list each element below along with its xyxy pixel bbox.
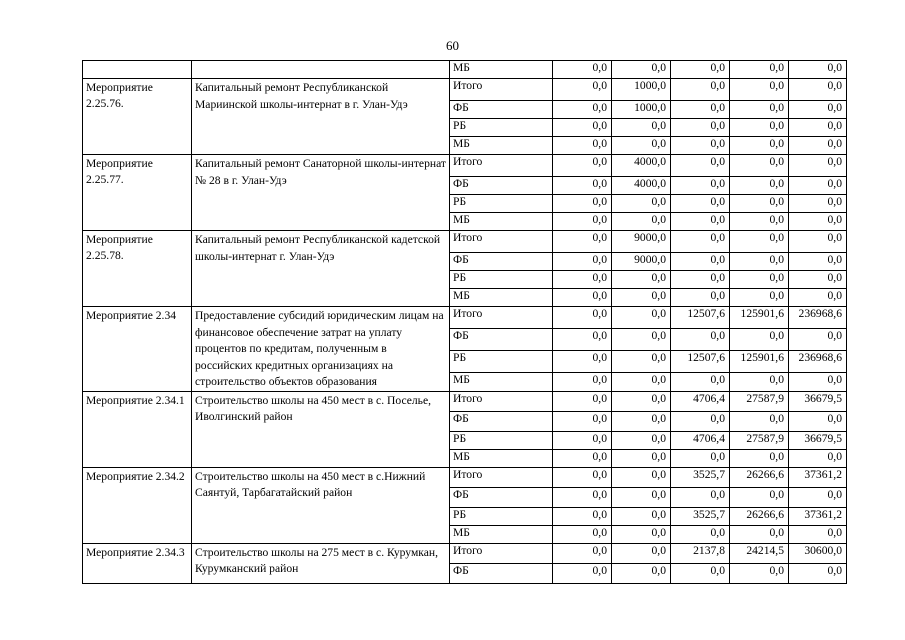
event-name-cell: [192, 61, 450, 79]
value-cell: 26266,6: [730, 467, 789, 487]
event-name-cell: Капитальный ремонт Республиканской Мариинской школы-интернат в г. Улан-Удэ: [192, 79, 450, 155]
value-cell: 236968,6: [789, 307, 847, 329]
event-id-cell: Мероприятие 2.34.2: [83, 467, 192, 543]
value-cell: 236968,6: [789, 351, 847, 373]
budget-table: [82, 60, 847, 584]
value-cell: 0,0: [789, 411, 847, 431]
value-cell: 0,0: [553, 61, 612, 79]
table-row: [83, 391, 847, 411]
source-cell: МБ: [450, 213, 553, 231]
value-cell: 0,0: [730, 195, 789, 213]
source-cell: МБ: [450, 289, 553, 307]
value-cell: 0,0: [789, 119, 847, 137]
value-cell: 0,0: [553, 525, 612, 543]
value-cell: 0,0: [730, 177, 789, 195]
table-row: [83, 79, 847, 101]
value-cell: 0,0: [553, 101, 612, 119]
value-cell: 37361,2: [789, 467, 847, 487]
value-cell: 0,0: [612, 391, 671, 411]
value-cell: 9000,0: [612, 253, 671, 271]
value-cell: 0,0: [789, 195, 847, 213]
value-cell: 0,0: [789, 213, 847, 231]
value-cell: 0,0: [730, 119, 789, 137]
source-cell: МБ: [450, 449, 553, 467]
source-cell: Итого: [450, 307, 553, 329]
table-row: [83, 61, 847, 79]
value-cell: 0,0: [789, 253, 847, 271]
value-cell: 0,0: [671, 449, 730, 467]
value-cell: 0,0: [789, 101, 847, 119]
value-cell: 0,0: [789, 231, 847, 253]
value-cell: 0,0: [671, 231, 730, 253]
value-cell: 0,0: [789, 373, 847, 391]
value-cell: 0,0: [612, 351, 671, 373]
value-cell: 0,0: [671, 119, 730, 137]
value-cell: 0,0: [730, 373, 789, 391]
value-cell: 0,0: [612, 137, 671, 155]
value-cell: 0,0: [730, 231, 789, 253]
value-cell: 0,0: [730, 563, 789, 583]
value-cell: 0,0: [612, 271, 671, 289]
value-cell: 0,0: [553, 213, 612, 231]
value-cell: 0,0: [553, 307, 612, 329]
value-cell: 27587,9: [730, 431, 789, 449]
source-cell: ФБ: [450, 563, 553, 583]
value-cell: 0,0: [789, 271, 847, 289]
value-cell: 0,0: [553, 351, 612, 373]
value-cell: 9000,0: [612, 231, 671, 253]
value-cell: 0,0: [612, 213, 671, 231]
value-cell: 125901,6: [730, 307, 789, 329]
source-cell: ФБ: [450, 329, 553, 351]
value-cell: 0,0: [612, 431, 671, 449]
source-cell: ФБ: [450, 487, 553, 507]
source-cell: РБ: [450, 507, 553, 525]
value-cell: 0,0: [730, 271, 789, 289]
value-cell: 0,0: [612, 543, 671, 563]
table-row: [83, 155, 847, 177]
value-cell: 0,0: [671, 61, 730, 79]
value-cell: 0,0: [612, 289, 671, 307]
value-cell: 0,0: [789, 329, 847, 351]
value-cell: 0,0: [553, 507, 612, 525]
value-cell: 0,0: [671, 155, 730, 177]
source-cell: Итого: [450, 155, 553, 177]
value-cell: 0,0: [730, 487, 789, 507]
value-cell: 0,0: [789, 61, 847, 79]
value-cell: 0,0: [612, 373, 671, 391]
value-cell: 0,0: [553, 431, 612, 449]
value-cell: 36679,5: [789, 431, 847, 449]
value-cell: 0,0: [671, 525, 730, 543]
event-id-cell: Мероприятие 2.25.77.: [83, 155, 192, 231]
value-cell: 0,0: [789, 449, 847, 467]
value-cell: 0,0: [612, 467, 671, 487]
page-number: 60: [446, 38, 459, 53]
value-cell: 0,0: [789, 155, 847, 177]
value-cell: 0,0: [612, 119, 671, 137]
value-cell: 36679,5: [789, 391, 847, 411]
value-cell: 2137,8: [671, 543, 730, 563]
value-cell: 0,0: [671, 195, 730, 213]
value-cell: 0,0: [553, 289, 612, 307]
value-cell: 0,0: [612, 563, 671, 583]
value-cell: 0,0: [730, 137, 789, 155]
value-cell: 0,0: [553, 155, 612, 177]
value-cell: 3525,7: [671, 507, 730, 525]
source-cell: Итого: [450, 543, 553, 563]
source-cell: Итого: [450, 79, 553, 101]
value-cell: 0,0: [730, 253, 789, 271]
value-cell: 125901,6: [730, 351, 789, 373]
value-cell: 0,0: [730, 449, 789, 467]
value-cell: 0,0: [789, 563, 847, 583]
value-cell: 0,0: [671, 79, 730, 101]
value-cell: 0,0: [671, 271, 730, 289]
value-cell: 0,0: [730, 411, 789, 431]
value-cell: 0,0: [671, 373, 730, 391]
event-id-cell: Мероприятие 2.34.3: [83, 543, 192, 583]
value-cell: 0,0: [671, 289, 730, 307]
value-cell: 0,0: [730, 61, 789, 79]
source-cell: Итого: [450, 231, 553, 253]
value-cell: 0,0: [553, 487, 612, 507]
event-id-cell: Мероприятие 2.34.1: [83, 391, 192, 467]
value-cell: 4706,4: [671, 431, 730, 449]
value-cell: 4000,0: [612, 177, 671, 195]
value-cell: 0,0: [612, 449, 671, 467]
value-cell: 0,0: [612, 195, 671, 213]
value-cell: 0,0: [730, 101, 789, 119]
value-cell: 0,0: [612, 525, 671, 543]
value-cell: 1000,0: [612, 101, 671, 119]
value-cell: 0,0: [789, 487, 847, 507]
value-cell: 0,0: [612, 487, 671, 507]
event-id-cell: Мероприятие 2.25.76.: [83, 79, 192, 155]
value-cell: 0,0: [553, 195, 612, 213]
value-cell: 0,0: [553, 79, 612, 101]
source-cell: МБ: [450, 525, 553, 543]
value-cell: 0,0: [671, 137, 730, 155]
value-cell: 0,0: [671, 177, 730, 195]
value-cell: 0,0: [730, 329, 789, 351]
source-cell: РБ: [450, 351, 553, 373]
value-cell: 0,0: [553, 271, 612, 289]
value-cell: 0,0: [671, 329, 730, 351]
event-cell: [83, 61, 192, 79]
value-cell: 0,0: [553, 177, 612, 195]
value-cell: 0,0: [730, 79, 789, 101]
value-cell: 0,0: [553, 137, 612, 155]
source-cell: РБ: [450, 271, 553, 289]
value-cell: 0,0: [553, 119, 612, 137]
value-cell: 0,0: [612, 411, 671, 431]
table-row: [83, 543, 847, 563]
value-cell: 0,0: [671, 253, 730, 271]
table-row: [83, 467, 847, 487]
value-cell: 0,0: [730, 289, 789, 307]
value-cell: 0,0: [612, 329, 671, 351]
value-cell: 0,0: [671, 213, 730, 231]
value-cell: 0,0: [671, 101, 730, 119]
value-cell: 0,0: [671, 563, 730, 583]
value-cell: 0,0: [789, 177, 847, 195]
table-row: [83, 231, 847, 253]
table-row: [83, 307, 847, 329]
event-name-cell: Строительство школы на 450 мест в с.Нижний Саянтуй, Тарбагатайский район: [192, 467, 450, 543]
value-cell: 0,0: [671, 411, 730, 431]
value-cell: 26266,6: [730, 507, 789, 525]
value-cell: 30600,0: [789, 543, 847, 563]
event-name-cell: Строительство школы на 450 мест в с. Поселье, Иволгинский район: [192, 391, 450, 467]
event-name-cell: Капитальный ремонт Республиканской кадетской школы-интернат г. Улан-Удэ: [192, 231, 450, 307]
source-cell: ФБ: [450, 177, 553, 195]
value-cell: 12507,6: [671, 307, 730, 329]
event-id-cell: Мероприятие 2.34: [83, 307, 192, 392]
value-cell: 0,0: [553, 449, 612, 467]
source-cell: МБ: [450, 373, 553, 391]
value-cell: 12507,6: [671, 351, 730, 373]
value-cell: 0,0: [553, 231, 612, 253]
value-cell: 0,0: [789, 289, 847, 307]
value-cell: 0,0: [553, 467, 612, 487]
value-cell: 0,0: [553, 391, 612, 411]
source-cell: РБ: [450, 431, 553, 449]
value-cell: 24214,5: [730, 543, 789, 563]
value-cell: 0,0: [612, 61, 671, 79]
value-cell: 0,0: [730, 155, 789, 177]
value-cell: 37361,2: [789, 507, 847, 525]
source-cell: РБ: [450, 195, 553, 213]
value-cell: 0,0: [612, 507, 671, 525]
source-cell: МБ: [450, 137, 553, 155]
value-cell: 0,0: [671, 487, 730, 507]
value-cell: 1000,0: [612, 79, 671, 101]
value-cell: 0,0: [553, 253, 612, 271]
value-cell: 3525,7: [671, 467, 730, 487]
source-cell: ФБ: [450, 411, 553, 431]
value-cell: 0,0: [553, 329, 612, 351]
value-cell: 0,0: [553, 563, 612, 583]
value-cell: 27587,9: [730, 391, 789, 411]
value-cell: 0,0: [789, 79, 847, 101]
event-name-cell: Капитальный ремонт Санаторной школы-интернат № 28 в г. Улан-Удэ: [192, 155, 450, 231]
source-cell: МБ: [450, 61, 553, 79]
source-cell: ФБ: [450, 253, 553, 271]
value-cell: 0,0: [730, 213, 789, 231]
event-name-cell: Строительство школы на 275 мест в с. Курумкан, Курумканский район: [192, 543, 450, 583]
value-cell: 0,0: [730, 525, 789, 543]
source-cell: ФБ: [450, 101, 553, 119]
value-cell: 0,0: [553, 411, 612, 431]
value-cell: 0,0: [789, 137, 847, 155]
value-cell: 0,0: [612, 307, 671, 329]
value-cell: 0,0: [553, 543, 612, 563]
event-name-cell: Предоставление субсидий юридическим лицам на финансовое обеспечение затрат на уплату процентов по кредитам, полученным в российских кредитных организациях на строительство объектов образования: [192, 307, 450, 392]
event-id-cell: Мероприятие 2.25.78.: [83, 231, 192, 307]
value-cell: 0,0: [789, 525, 847, 543]
value-cell: 0,0: [553, 373, 612, 391]
value-cell: 4706,4: [671, 391, 730, 411]
source-cell: Итого: [450, 391, 553, 411]
value-cell: 4000,0: [612, 155, 671, 177]
source-cell: Итого: [450, 467, 553, 487]
source-cell: РБ: [450, 119, 553, 137]
